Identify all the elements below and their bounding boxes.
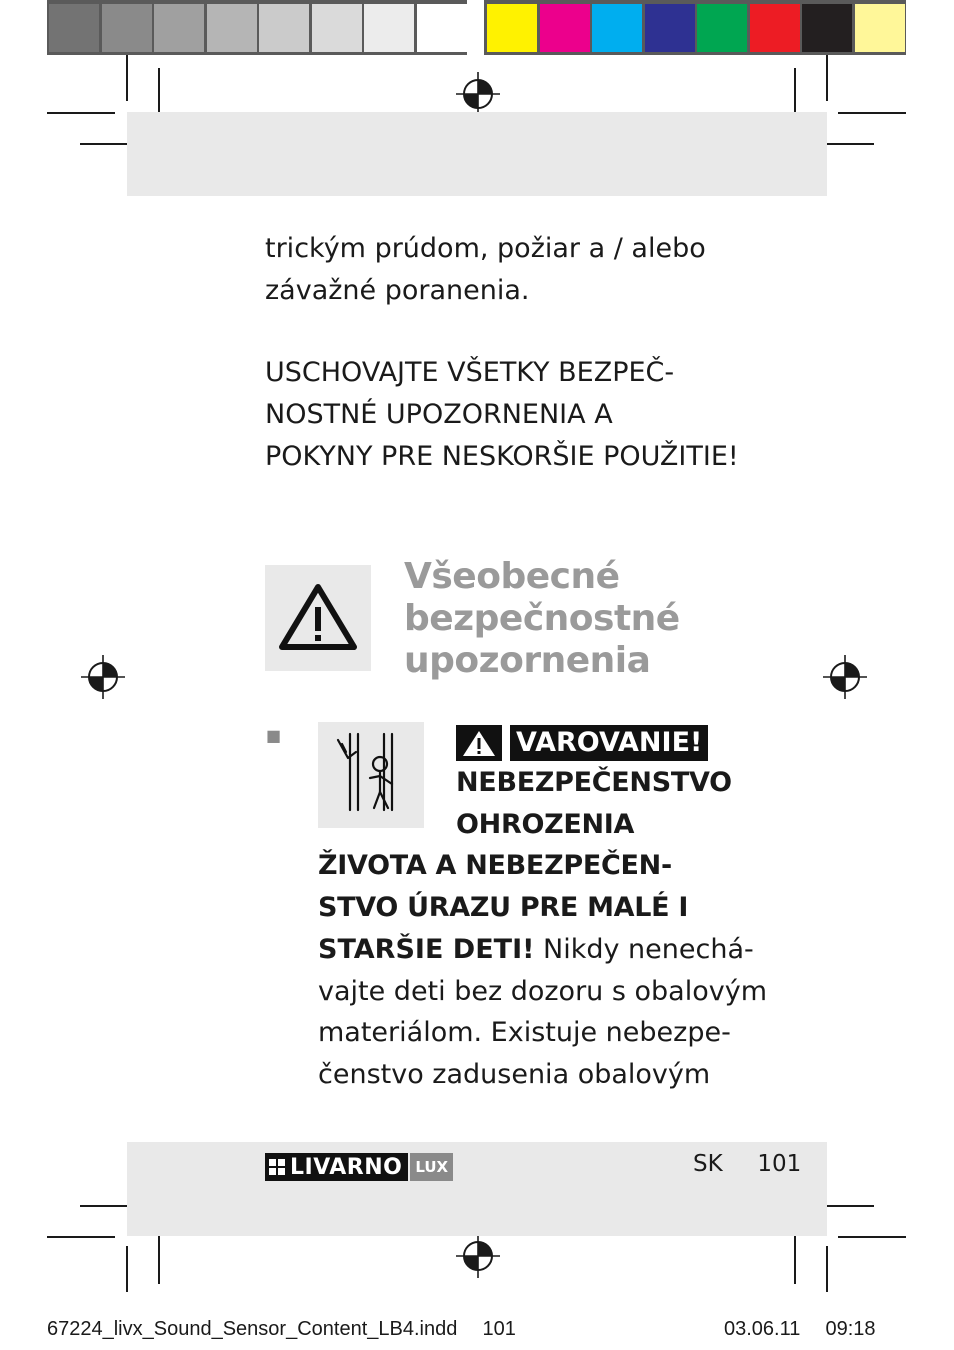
intro-line: závažné poranenia. <box>265 275 530 306</box>
crop-mark <box>838 1236 906 1238</box>
slug-datetime <box>724 1318 876 1341</box>
registration-mark-icon <box>81 655 125 699</box>
page-footer-info <box>693 1149 801 1179</box>
warning-text-line: vajte deti bez dozoru s obalovým <box>318 976 768 1007</box>
child-icon-box <box>318 722 424 828</box>
slug-file <box>47 1318 516 1341</box>
warning-triangle-icon <box>456 725 502 761</box>
section-title <box>404 556 680 682</box>
color-swatch <box>697 4 747 52</box>
gray-swatch <box>312 4 362 52</box>
color-swatch <box>855 4 905 52</box>
brand-name: LIVARNO <box>290 1154 403 1180</box>
crop-mark <box>126 1246 128 1292</box>
gray-swatch <box>49 4 99 52</box>
gray-swatch <box>102 4 152 52</box>
color-swatch <box>487 4 537 52</box>
warning-mixed-line <box>318 929 754 971</box>
warning-text-line: čenstvo zadusenia obalovým <box>318 1059 711 1090</box>
gray-swatch <box>154 4 204 52</box>
page-number: 101 <box>757 1151 802 1177</box>
warning-label-icon-box <box>456 725 502 761</box>
child-safety-icon <box>318 722 424 828</box>
warning-text-line: Nikdy nenechá- <box>534 934 754 965</box>
gray-swatch <box>259 4 309 52</box>
warning-triangle-icon <box>265 565 371 671</box>
slug-page: 101 <box>482 1318 516 1340</box>
color-swatch <box>592 4 642 52</box>
color-swatch <box>540 4 590 52</box>
slug-time: 09:18 <box>825 1318 876 1340</box>
color-swatch <box>750 4 800 52</box>
crop-mark <box>838 112 906 114</box>
crop-mark <box>826 55 828 101</box>
notice-line: NOSTNÉ UPOZORNENIA A <box>265 399 613 430</box>
brand-logo-main <box>265 1153 408 1181</box>
notice-text <box>265 352 739 478</box>
brand-suffix: LUX <box>415 1158 449 1176</box>
warning-text-line: materiálom. Existuje nebezpe- <box>318 1017 731 1048</box>
warning-bold-line: OHROZENIA <box>456 809 635 840</box>
registration-mark-icon <box>456 72 500 116</box>
warning-bold-line: NEBEZPEČENSTVO <box>456 767 732 798</box>
notice-line: USCHOVAJTE VŠETKY BEZPEČ- <box>265 357 675 388</box>
gray-swatch <box>417 4 467 52</box>
crop-mark <box>47 112 115 114</box>
color-swatch <box>802 4 852 52</box>
brand-logo-suffix <box>410 1153 453 1181</box>
crop-mark <box>47 1236 115 1238</box>
warning-bold-line: STVO ÚRAZU PRE MALÉ I <box>318 892 689 923</box>
intro-line: trickým prúdom, požiar a / alebo <box>265 233 706 264</box>
crop-mark <box>126 55 128 101</box>
bullet-icon: ■ <box>266 726 282 745</box>
warning-bold-line: STARŠIE DETI! <box>318 934 535 965</box>
gray-swatch <box>207 4 257 52</box>
warning-label: VAROVANIE! <box>510 725 708 761</box>
crop-mark <box>826 1246 828 1292</box>
section-title-line: bezpečnostné <box>404 598 680 639</box>
gray-swatch <box>364 4 414 52</box>
warning-bold-line: ŽIVOTA A NEBEZPEČEN- <box>318 850 672 881</box>
slug-date: 03.06.11 <box>724 1318 801 1340</box>
brand-logo <box>265 1153 453 1181</box>
section-icon-box <box>265 565 371 671</box>
intro-text <box>265 228 706 312</box>
slug-filename: 67224_livx_Sound_Sensor_Content_LB4.indd <box>47 1318 458 1340</box>
language-code: SK <box>693 1151 723 1177</box>
header-band <box>127 112 827 196</box>
color-swatch <box>645 4 695 52</box>
registration-mark-icon <box>823 655 867 699</box>
registration-mark-icon <box>456 1234 500 1278</box>
notice-line: POKYNY PRE NESKORŠIE POUŽITIE! <box>265 441 739 472</box>
brand-squares-icon <box>269 1159 285 1175</box>
section-title-line: upozornenia <box>404 640 651 681</box>
section-title-line: Všeobecné <box>404 556 620 597</box>
